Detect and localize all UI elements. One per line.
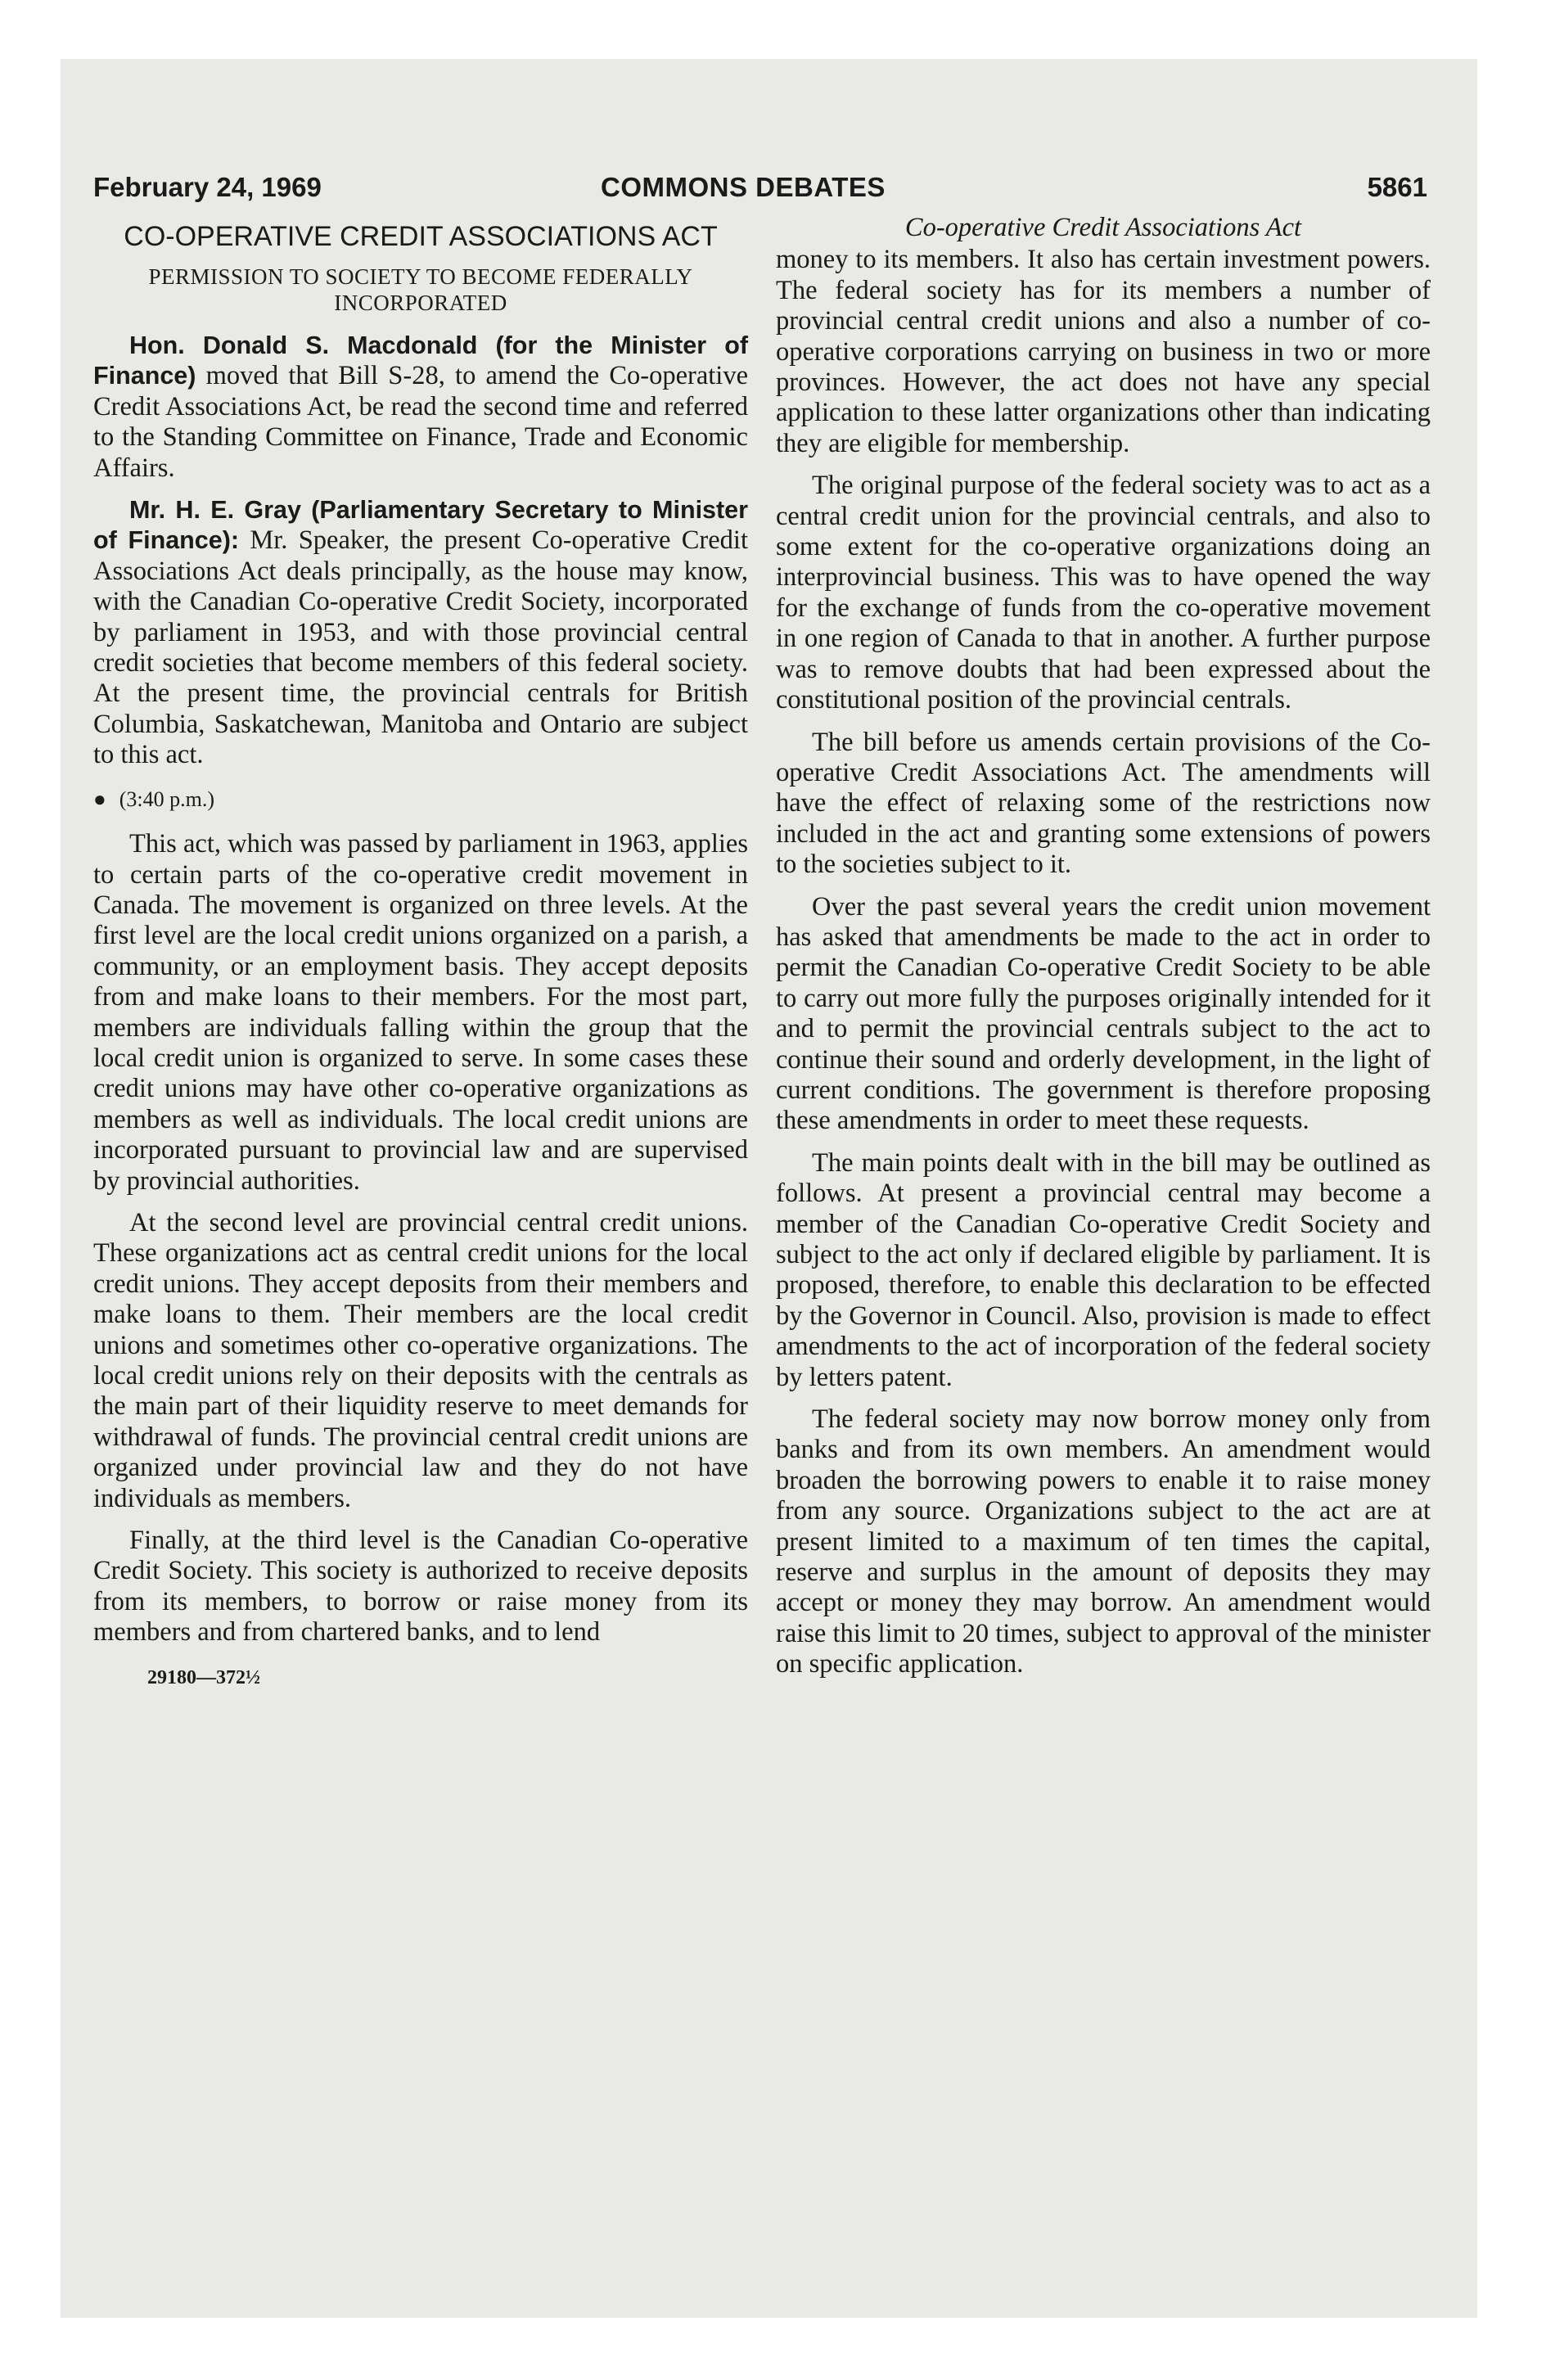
header-page-number: 5861 [1367,172,1427,202]
paragraph: Over the past several years the credit union movement has asked that amendments be made to the act in order to permit the Canadian Co-operative Credit Society to be able to carry out more fully the purposes originally intended for it and to permit the provincial centrals subject to the act to continue their sound and orderly development, in the light of current conditions. The government is therefore proposing these amendments in order to meet these requests. [776,891,1431,1136]
paragraph-macdonald [93,331,748,484]
running-subject-head: Co-operative Credit Associations Act [904,213,1302,242]
paragraph: At the second level are provincial central credit unions. These organizations act as central credit unions for the local credit unions. They accept deposits from their members and make loans to them. Their members are the local credit unions and sometimes other co-operative organizations. The local credit unions rely on their deposits with the centrals as the main part of their liquidity reserve to meet demands for withdrawal of funds. The provincial central credit unions are organized under provincial law and they do not have individuals as members. [93,1207,748,1513]
timestamp [93,784,748,814]
paragraph: The main points dealt with in the bill may be outlined as follows. At present a provincial central may become a member of the Canadian Co-operative Credit Society and subject to the act only if declared eligible by parliament. It is proposed, therefore, to enable this declaration to be effected by the Governor in Council. Also, provision is made to effect amendments to the act of incorporation of the federal society by letters patent. [776,1147,1431,1392]
paragraph: Finally, at the third level is the Canadian Co-operative Credit Society. This society is authorized to receive deposits from its members, to borrow or raise money from its members and from chartered banks, and to lend [93,1526,748,1648]
timestamp-text: (3:40 p.m.) [119,787,214,811]
left-column [93,211,748,1693]
paragraph: money to its members. It also has certain investment powers. The federal society has for its members a number of provincial central credit unions and also a number of co-operative corporations carrying on business in two or more provinces. However, the act does not have any special application to these latter organizations other than indicating they are eligible for membership. [776,245,1431,458]
header-date: February 24, 1969 [93,172,322,202]
paragraph: The bill before us amends certain provisions of the Co-operative Credit Associations Act. The amendments will have the effect of relaxing some of the restrictions now included in the act and granting some extensions of powers to the societies subject to it. [776,727,1431,880]
right-column [776,211,1431,1680]
speaker-name: Hon. Donald S. Macdonald (for the Minister of Finance) [93,331,748,390]
hansard-page [93,172,1431,1688]
paragraph-gray [93,495,748,771]
paragraph: The original purpose of the federal society was to act as a central credit union for the provincial centrals, and also to some extent for the co-operative organizations doing an interprovincial business. This was to have opened the way for the exchange of funds from the co-operative movement in one region of Canada to that in another. A further purpose was to remove doubts that had been expressed about the constitutional position of the provincial centrals. [776,471,1431,715]
running-header [93,172,1427,211]
header-publication: COMMONS DEBATES [601,172,886,202]
paragraph-text: Mr. Speaker, the present Co-operative Credit Associations Act deals principally, as the house may know, with the Canadian Co-operative Credit Society, incorporated by parliament in 1953, and with those provincial central credit societies that become members of this federal society. At the present time, the provincial centrals for British Columbia, Saskatchewan, Manitoba and Ontario are subject to this act. [93,525,748,770]
footer-print-code: 29180—372½ [147,1666,260,1688]
paragraph: The federal society may now borrow money only from banks and from its own members. An amendment would broaden the borrowing powers to enable it to raise money from any source. Organizations subject to the act are at present limited to a maximum of ten times the capital, reserve and surplus in the amount of deposits they may accept or money they may borrow. An amendment would raise this limit to 20 times, subject to approval of the minister on specific application. [776,1404,1431,1679]
speaker-name: Mr. H. E. Gray (Parliamentary Secretary to Minister of Finance): [93,496,748,555]
section-title: CO-OPERATIVE CREDIT ASSOCIATIONS ACT [124,221,718,252]
paragraph: This act, which was passed by parliament in 1963, applies to certain parts of the co-operative credit movement in Canada. The movement is organized on three levels. At the first level are the local credit unions organized on a parish, a community, or an employment basis. They accept deposits from and make loans to their members. For the most part, members are individuals falling within the group that the local credit union is organized to serve. In some cases these credit unions may have other co-operative organizations as members as well as individuals. The local credit unions are incorporated pursuant to provincial law and are supervised by provincial authorities. [93,829,748,1196]
bullet-icon: ● [93,787,106,811]
section-subtitle: PERMISSION TO SOCIETY TO BECOME FEDERALLY INCORPORATED [148,264,693,315]
paragraph-text: moved that Bill S-28, to amend the Co-operative Credit Associations Act, be read the second time and referred to the Standing Committee on Finance, Trade and Economic Affairs. [93,361,748,483]
